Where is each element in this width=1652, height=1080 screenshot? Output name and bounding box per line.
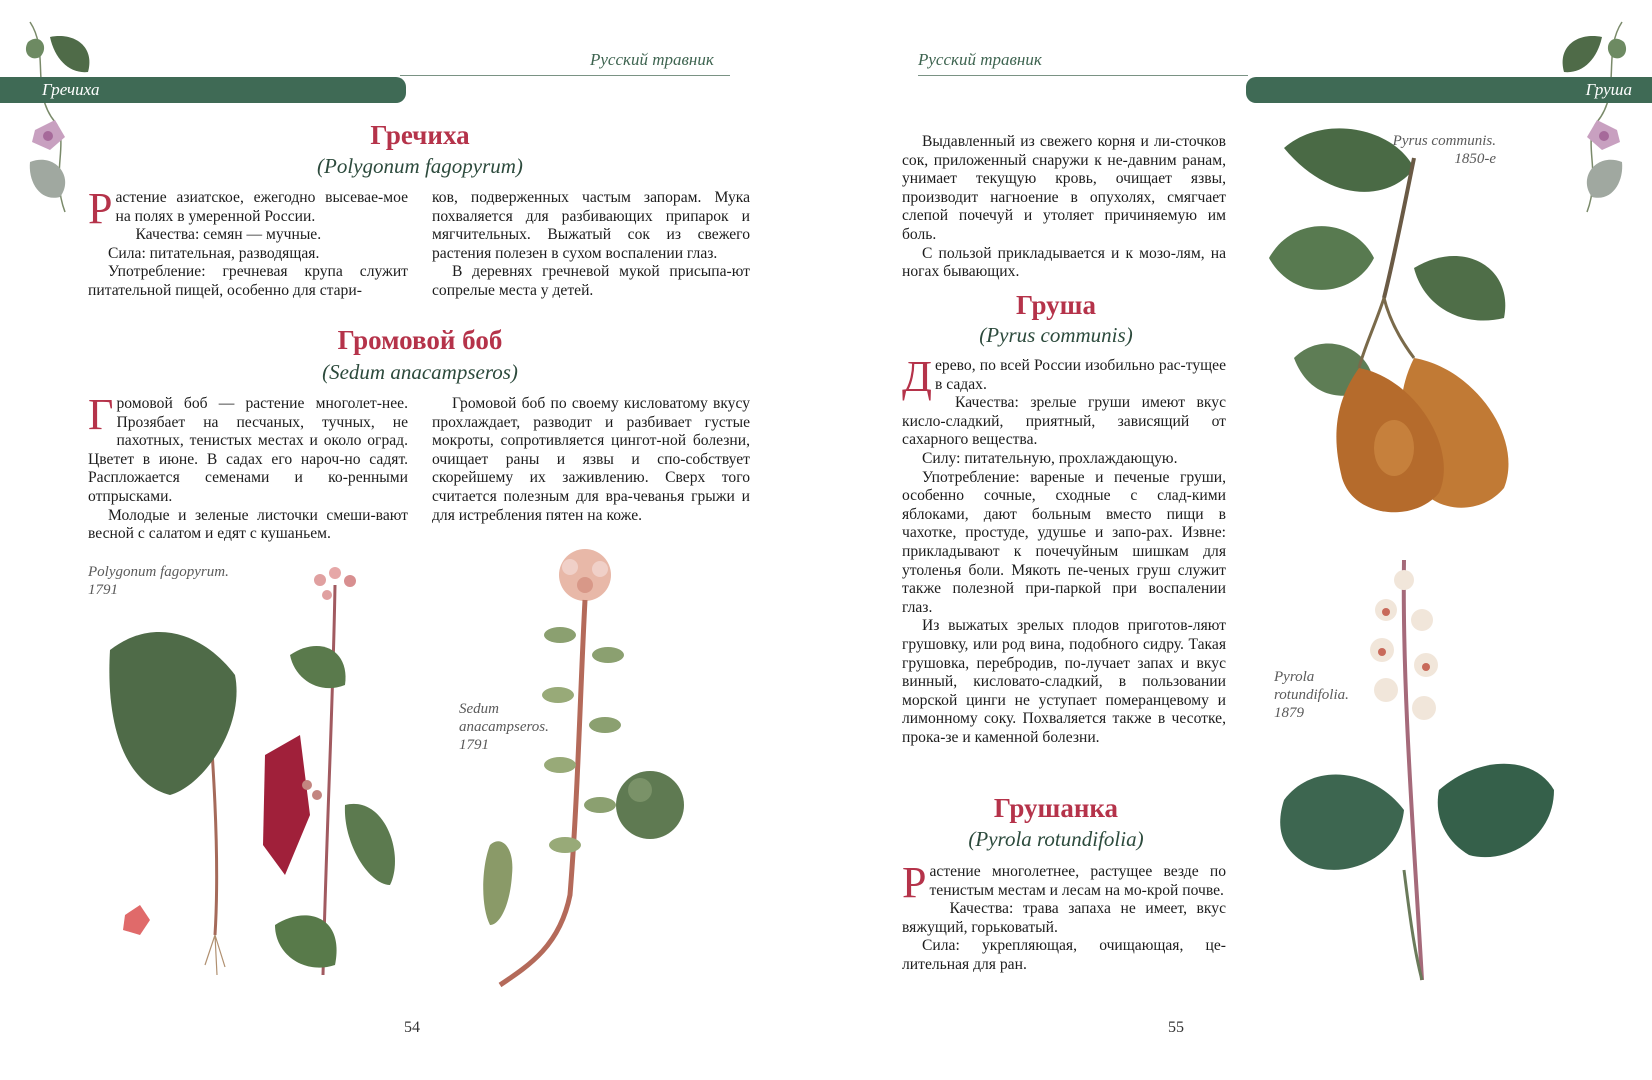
pyrola-illustration (1264, 540, 1584, 1000)
chapter-tab-bar (1246, 77, 1652, 103)
text-column (88, 390, 408, 544)
text-column (902, 352, 1226, 747)
paragraph: Растение многолетнее, растущее везде по тенистым местам и лесам на мо-крой почве. (902, 858, 1226, 907)
paragraph: Употребление: гречневая крупа служит питательной пищей, особенно для стари- (88, 263, 408, 299)
entry-latin-name: (Pyrola rotundifolia) (968, 827, 1144, 851)
drop-cap: Г (88, 390, 114, 439)
paragraph: В деревнях гречневой мукой присыпа-ют сопрелые места у детей. (432, 263, 750, 299)
entry-title: Грушанка (993, 793, 1119, 823)
entry-latin-name: (Pyrus communis) (979, 323, 1133, 347)
running-head: Русский травник (590, 50, 714, 69)
paragraph: ков, подверженных частым запорам. Мука похваляется для разбивающих припарок и мягчительных. Выжатый сок из свежего растения полезен в сухом воспалении глаз. (432, 189, 750, 262)
buckwheat-plant-illustration (95, 555, 415, 995)
paragraph: Качества: зрелые груши имеют вкус кисло-сладкий, приятный, зависящий от сахарного вещества. (902, 394, 1226, 449)
right-page (826, 0, 1652, 1080)
paragraph: Выдавленный из свежего корня и ли-сточков сок, приложенный снаружи к не-давним ранам, унимает текущую кровь, очищает язвы, производит нагноение в опухолях, смягчает слепой почечуй и утоляет причиняемую им боль. (902, 133, 1226, 243)
paragraph: Молодые и зеленые листочки смеши-вают весной с салатом и едят с кушаньем. (88, 506, 408, 543)
paragraph: Из выжатых зрелых плодов приготов-ляют грушовку, или род вина, подобного сидру. Такая грушовка, перебродив, по-лучает запах и вкус винный, кисловато-сладкий, в пользовании морской цинги не уступает померанцевому и лимонному соку. Похваляется также в чесотке, прока-зе и каменной болезни. (902, 617, 1226, 746)
paragraph: Сила: питательная, разводящая. (108, 244, 320, 262)
paragraph: Сила: укрепляющая, очищающая, це-лительная для ран. (902, 937, 1226, 973)
pear-illustration (1264, 118, 1584, 518)
paragraph: Силу: питательную, прохлаждающую. (922, 449, 1178, 467)
chapter-tab-label: Гречиха (42, 80, 100, 99)
illustration-caption: Sedum anacampseros. 1791 (459, 701, 549, 753)
text-column (88, 184, 408, 301)
illustration-caption: Pyrola rotundifolia. 1879 (1274, 669, 1349, 721)
illustration-caption: Polygonum fagopyrum. 1791 (88, 564, 229, 598)
paragraph: Громовой боб — растение многолет-нее. Прозябает на песчаных, тучных, не пахотных, тенистых местах и около оград. Цветет в июне. В садах его нароч-но садят. Распложается семенами и ко-ренными отпрысками. (88, 390, 408, 505)
text-column (432, 189, 750, 301)
entry-title: Громовой боб (337, 325, 503, 355)
sedum-plant-illustration (460, 545, 710, 1005)
chapter-tab-bar (0, 77, 406, 103)
drop-cap: Д (902, 352, 933, 401)
running-head: Русский травник (918, 50, 1042, 69)
illustration-caption: Pyrus communis. 1850-е (1392, 133, 1496, 167)
page-number: 55 (1168, 1019, 1184, 1036)
chapter-tab-label: Груша (1585, 80, 1632, 99)
paragraph: Растение азиатское, ежегодно высевае-мое на полях в умеренной России. (88, 184, 408, 233)
header-rule (918, 75, 1248, 76)
drop-cap: Р (902, 858, 927, 907)
entry-latin-name: (Polygonum fagopyrum) (317, 154, 523, 178)
entry-latin-name: (Sedum anacampseros) (322, 360, 518, 384)
paragraph: Громовой боб по своему кисловатому вкусу прохлаждает, разводит и разбивает густые мокроты, сопротивляется цингот-ной болезни, очищает раны и язвы и спо-собствует скорейшему их заживлению. Сверх того считается полезным для вра-чеванья грыжи и для истребления пятен на коже. (432, 395, 750, 524)
text-column (902, 133, 1226, 282)
text-column (432, 395, 750, 525)
paragraph: Употребление: вареные и печеные груши, особенно сочные, сходные с слад-кими яблоками, дают больным вместо пищи в чахотке, простуде, удушье и запо-рах. Извне: прикладывают к почечуйным шишкам для утоленья боли. Мякоть пе-ченых груш служит также полезной при-паркой при воспалении глаз. (902, 468, 1226, 616)
paragraph: Качества: трава запаха не имеет, вкус вяжущий, горьковатый. (902, 900, 1226, 936)
paragraph: Качества: семян — мучные. (135, 226, 322, 244)
header-rule (400, 75, 730, 76)
paragraph: Дерево, по всей России изобильно рас-тущее в садах. (902, 352, 1226, 401)
entry-title: Груша (1016, 290, 1096, 320)
paragraph: С пользой прикладывается и к мозо-лям, на ногах бывающих. (902, 244, 1226, 281)
text-column (902, 858, 1226, 975)
page-number: 54 (404, 1019, 420, 1036)
drop-cap: Р (88, 184, 113, 233)
entry-title: Гречиха (370, 120, 470, 150)
